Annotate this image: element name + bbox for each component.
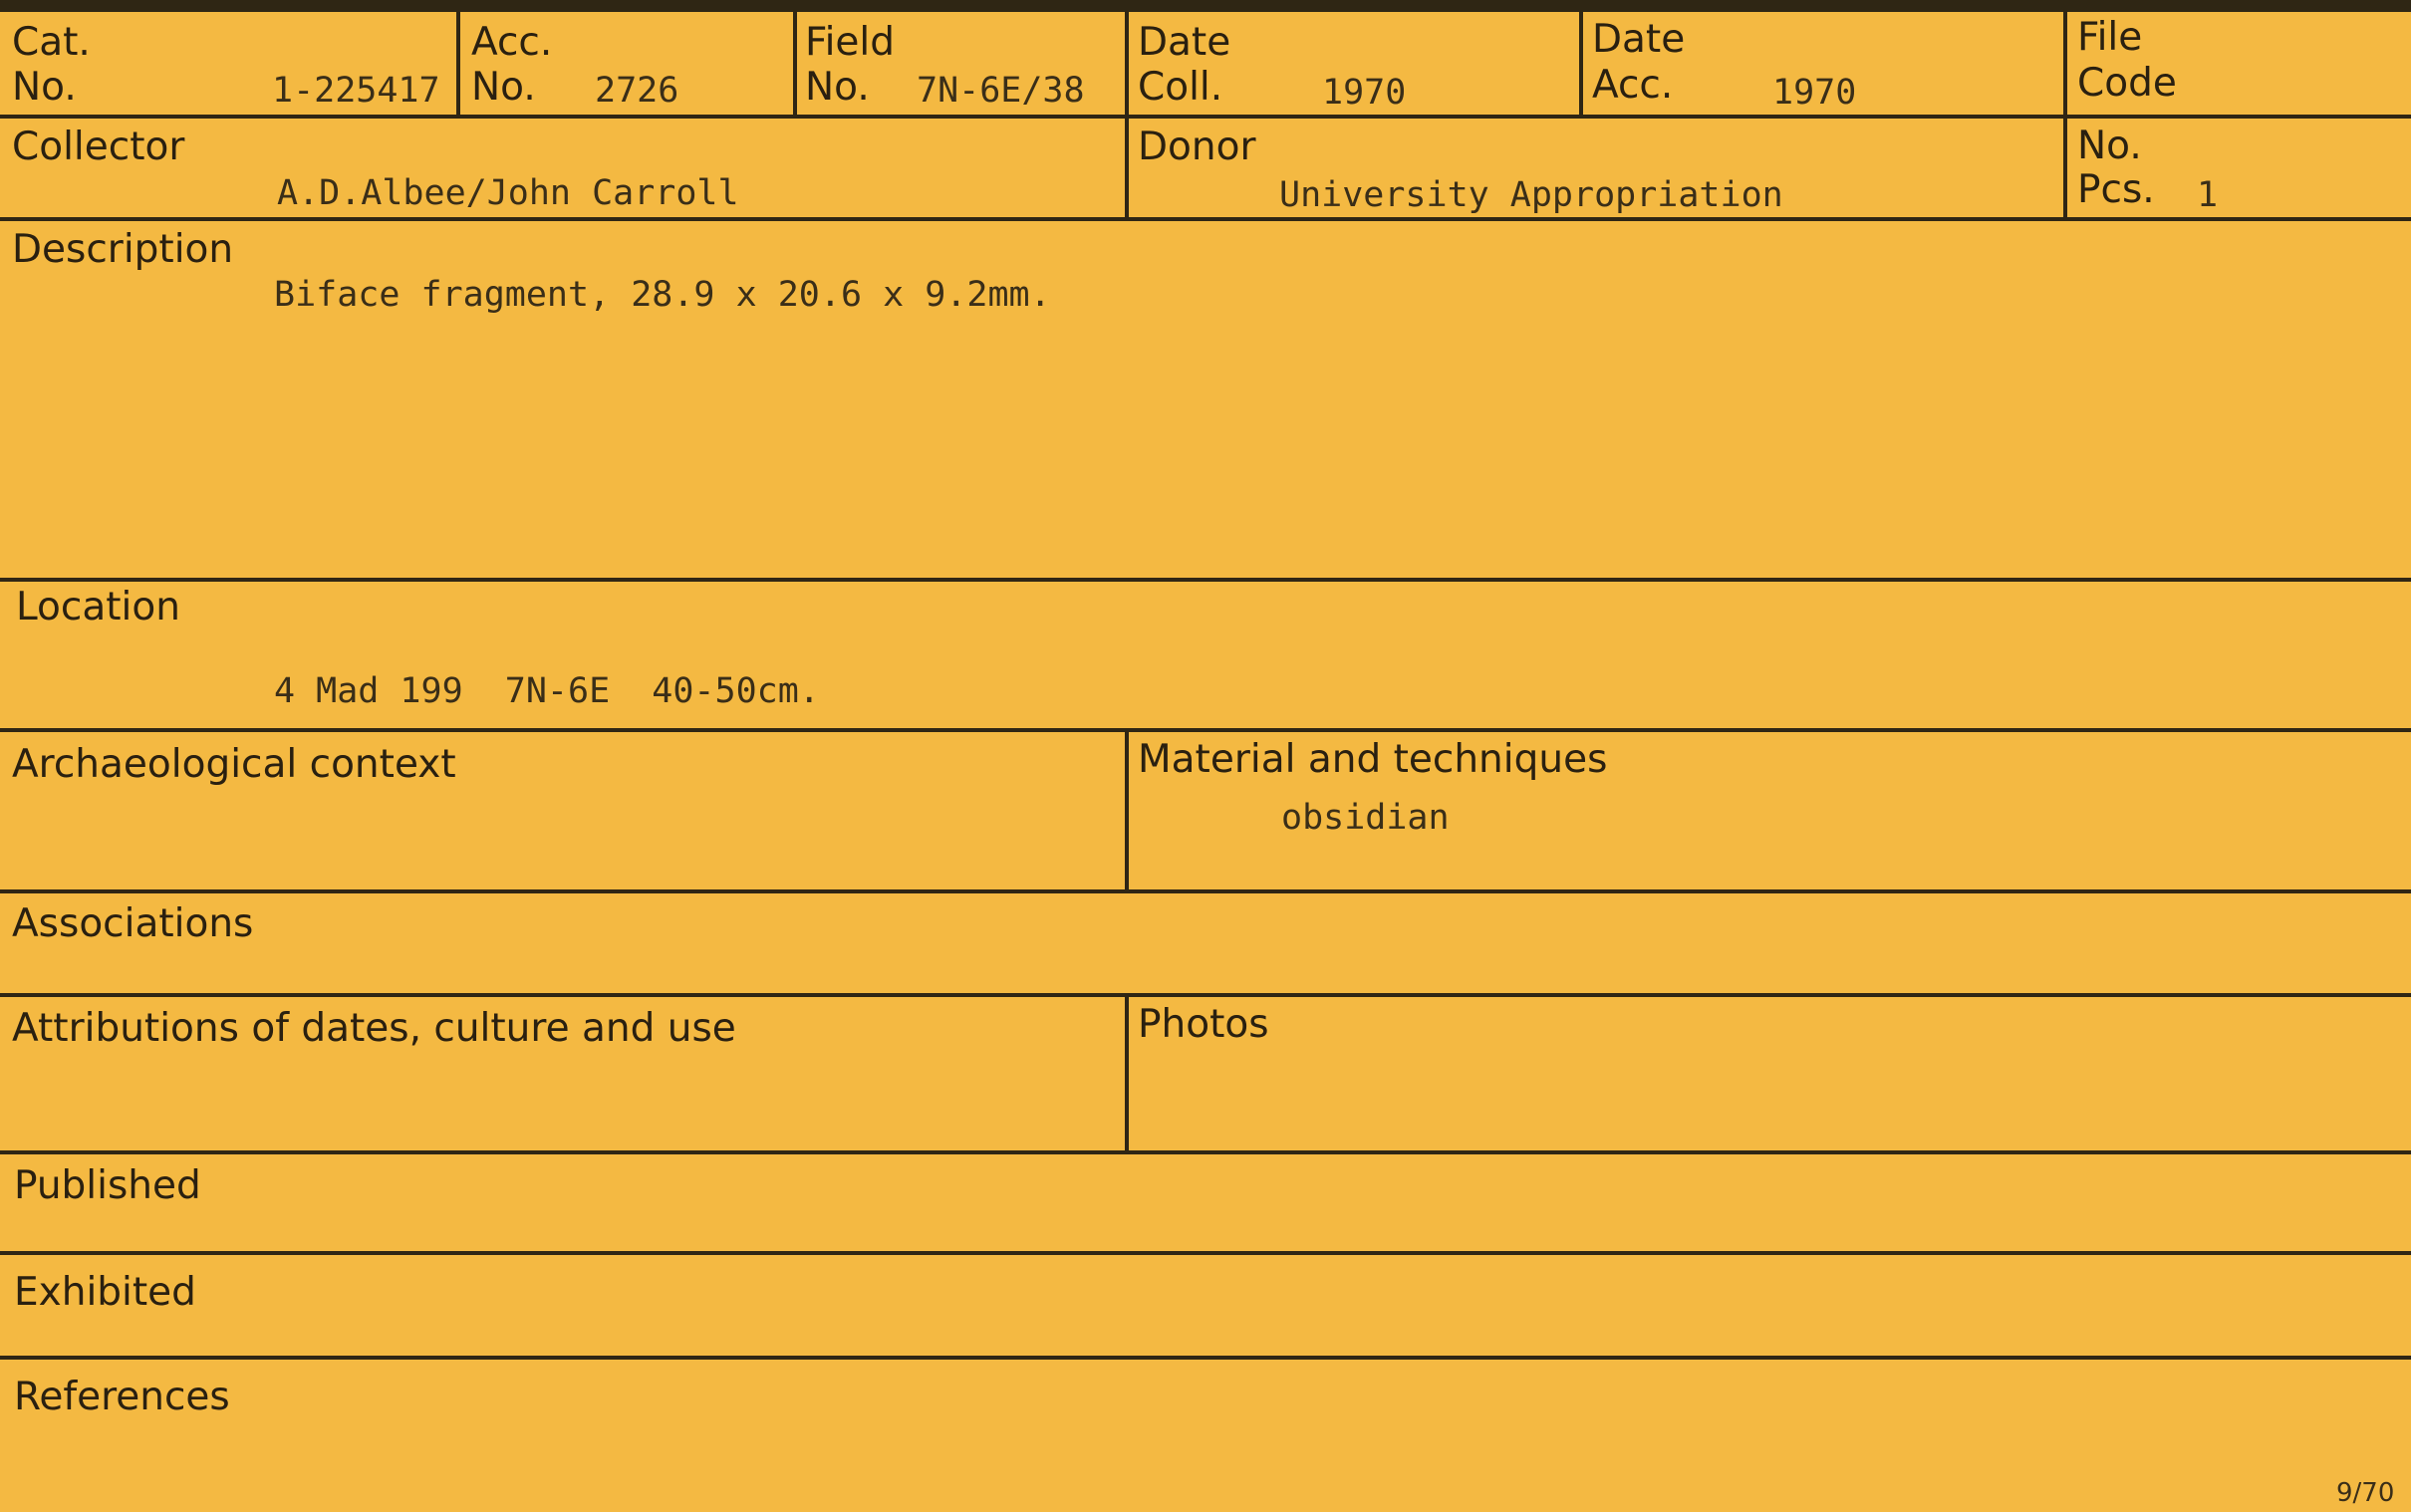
file-label: File xyxy=(2077,15,2143,60)
divider-field-date xyxy=(1125,12,1129,221)
cat-number: 1-225417 xyxy=(272,71,440,111)
rule-context xyxy=(0,889,2411,893)
top-border xyxy=(0,0,2411,12)
cat-label-no: No. xyxy=(12,65,77,110)
pcs-label-no: No. xyxy=(2077,124,2142,168)
material-value: obsidian xyxy=(1281,798,1450,838)
acc-label-no: No. xyxy=(471,65,536,110)
exhibited-label: Exhibited xyxy=(14,1270,196,1315)
donor-value: University Appropriation xyxy=(1279,175,1783,215)
material-techniques-label: Material and techniques xyxy=(1138,737,1608,782)
date-coll-label: Date xyxy=(1138,20,1231,65)
rule-description xyxy=(0,578,2411,582)
field-label: Field xyxy=(805,20,896,65)
collector-label: Collector xyxy=(12,125,185,169)
divider-date-file xyxy=(2063,12,2067,221)
rule-attributions xyxy=(0,1150,2411,1154)
attributions-label: Attributions of dates, culture and use xyxy=(12,1006,736,1051)
field-label-no: No. xyxy=(805,65,870,110)
footer-code: 9/70 xyxy=(2336,1478,2395,1508)
description-text: Biface fragment, 28.9 x 20.6 x 9.2mm. xyxy=(274,275,1051,315)
rule-collector xyxy=(0,217,2411,221)
divider-acc-field xyxy=(793,12,797,117)
date-acc-label: Date xyxy=(1592,17,1686,62)
date-acc-label-acc: Acc. xyxy=(1592,63,1674,108)
archaeological-context-label: Archaeological context xyxy=(12,742,456,787)
pcs-label: Pcs. xyxy=(2077,167,2155,212)
acc-label: Acc. xyxy=(471,20,553,65)
associations-label: Associations xyxy=(12,901,254,946)
file-label-code: Code xyxy=(2077,61,2177,106)
divider-date-date xyxy=(1579,12,1583,117)
location-label: Location xyxy=(16,585,180,630)
description-label: Description xyxy=(12,227,234,272)
field-number: 7N-6E/38 xyxy=(917,71,1085,111)
photos-label: Photos xyxy=(1138,1002,1269,1047)
date-accessioned: 1970 xyxy=(1772,73,1857,113)
divider-attributions-photos xyxy=(1125,995,1129,1154)
pcs-value: 1 xyxy=(2197,175,2219,215)
date-coll-label-coll: Coll. xyxy=(1138,65,1223,110)
acc-number: 2726 xyxy=(595,71,679,111)
rule-exhibited xyxy=(0,1356,2411,1360)
rule-associations xyxy=(0,993,2411,997)
collector-value: A.D.Albee/John Carroll xyxy=(277,173,739,213)
rule-location xyxy=(0,728,2411,732)
cat-label: Cat. xyxy=(12,20,91,65)
donor-label: Donor xyxy=(1138,125,1256,169)
divider-context-material xyxy=(1125,730,1129,893)
published-label: Published xyxy=(14,1163,201,1208)
date-collected: 1970 xyxy=(1322,73,1407,113)
rule-published xyxy=(0,1251,2411,1255)
location-text: 4 Mad 199 7N-6E 40-50cm. xyxy=(274,671,820,711)
rule-header xyxy=(0,115,2411,119)
references-label: References xyxy=(14,1375,230,1419)
divider-cat-acc xyxy=(456,12,460,117)
